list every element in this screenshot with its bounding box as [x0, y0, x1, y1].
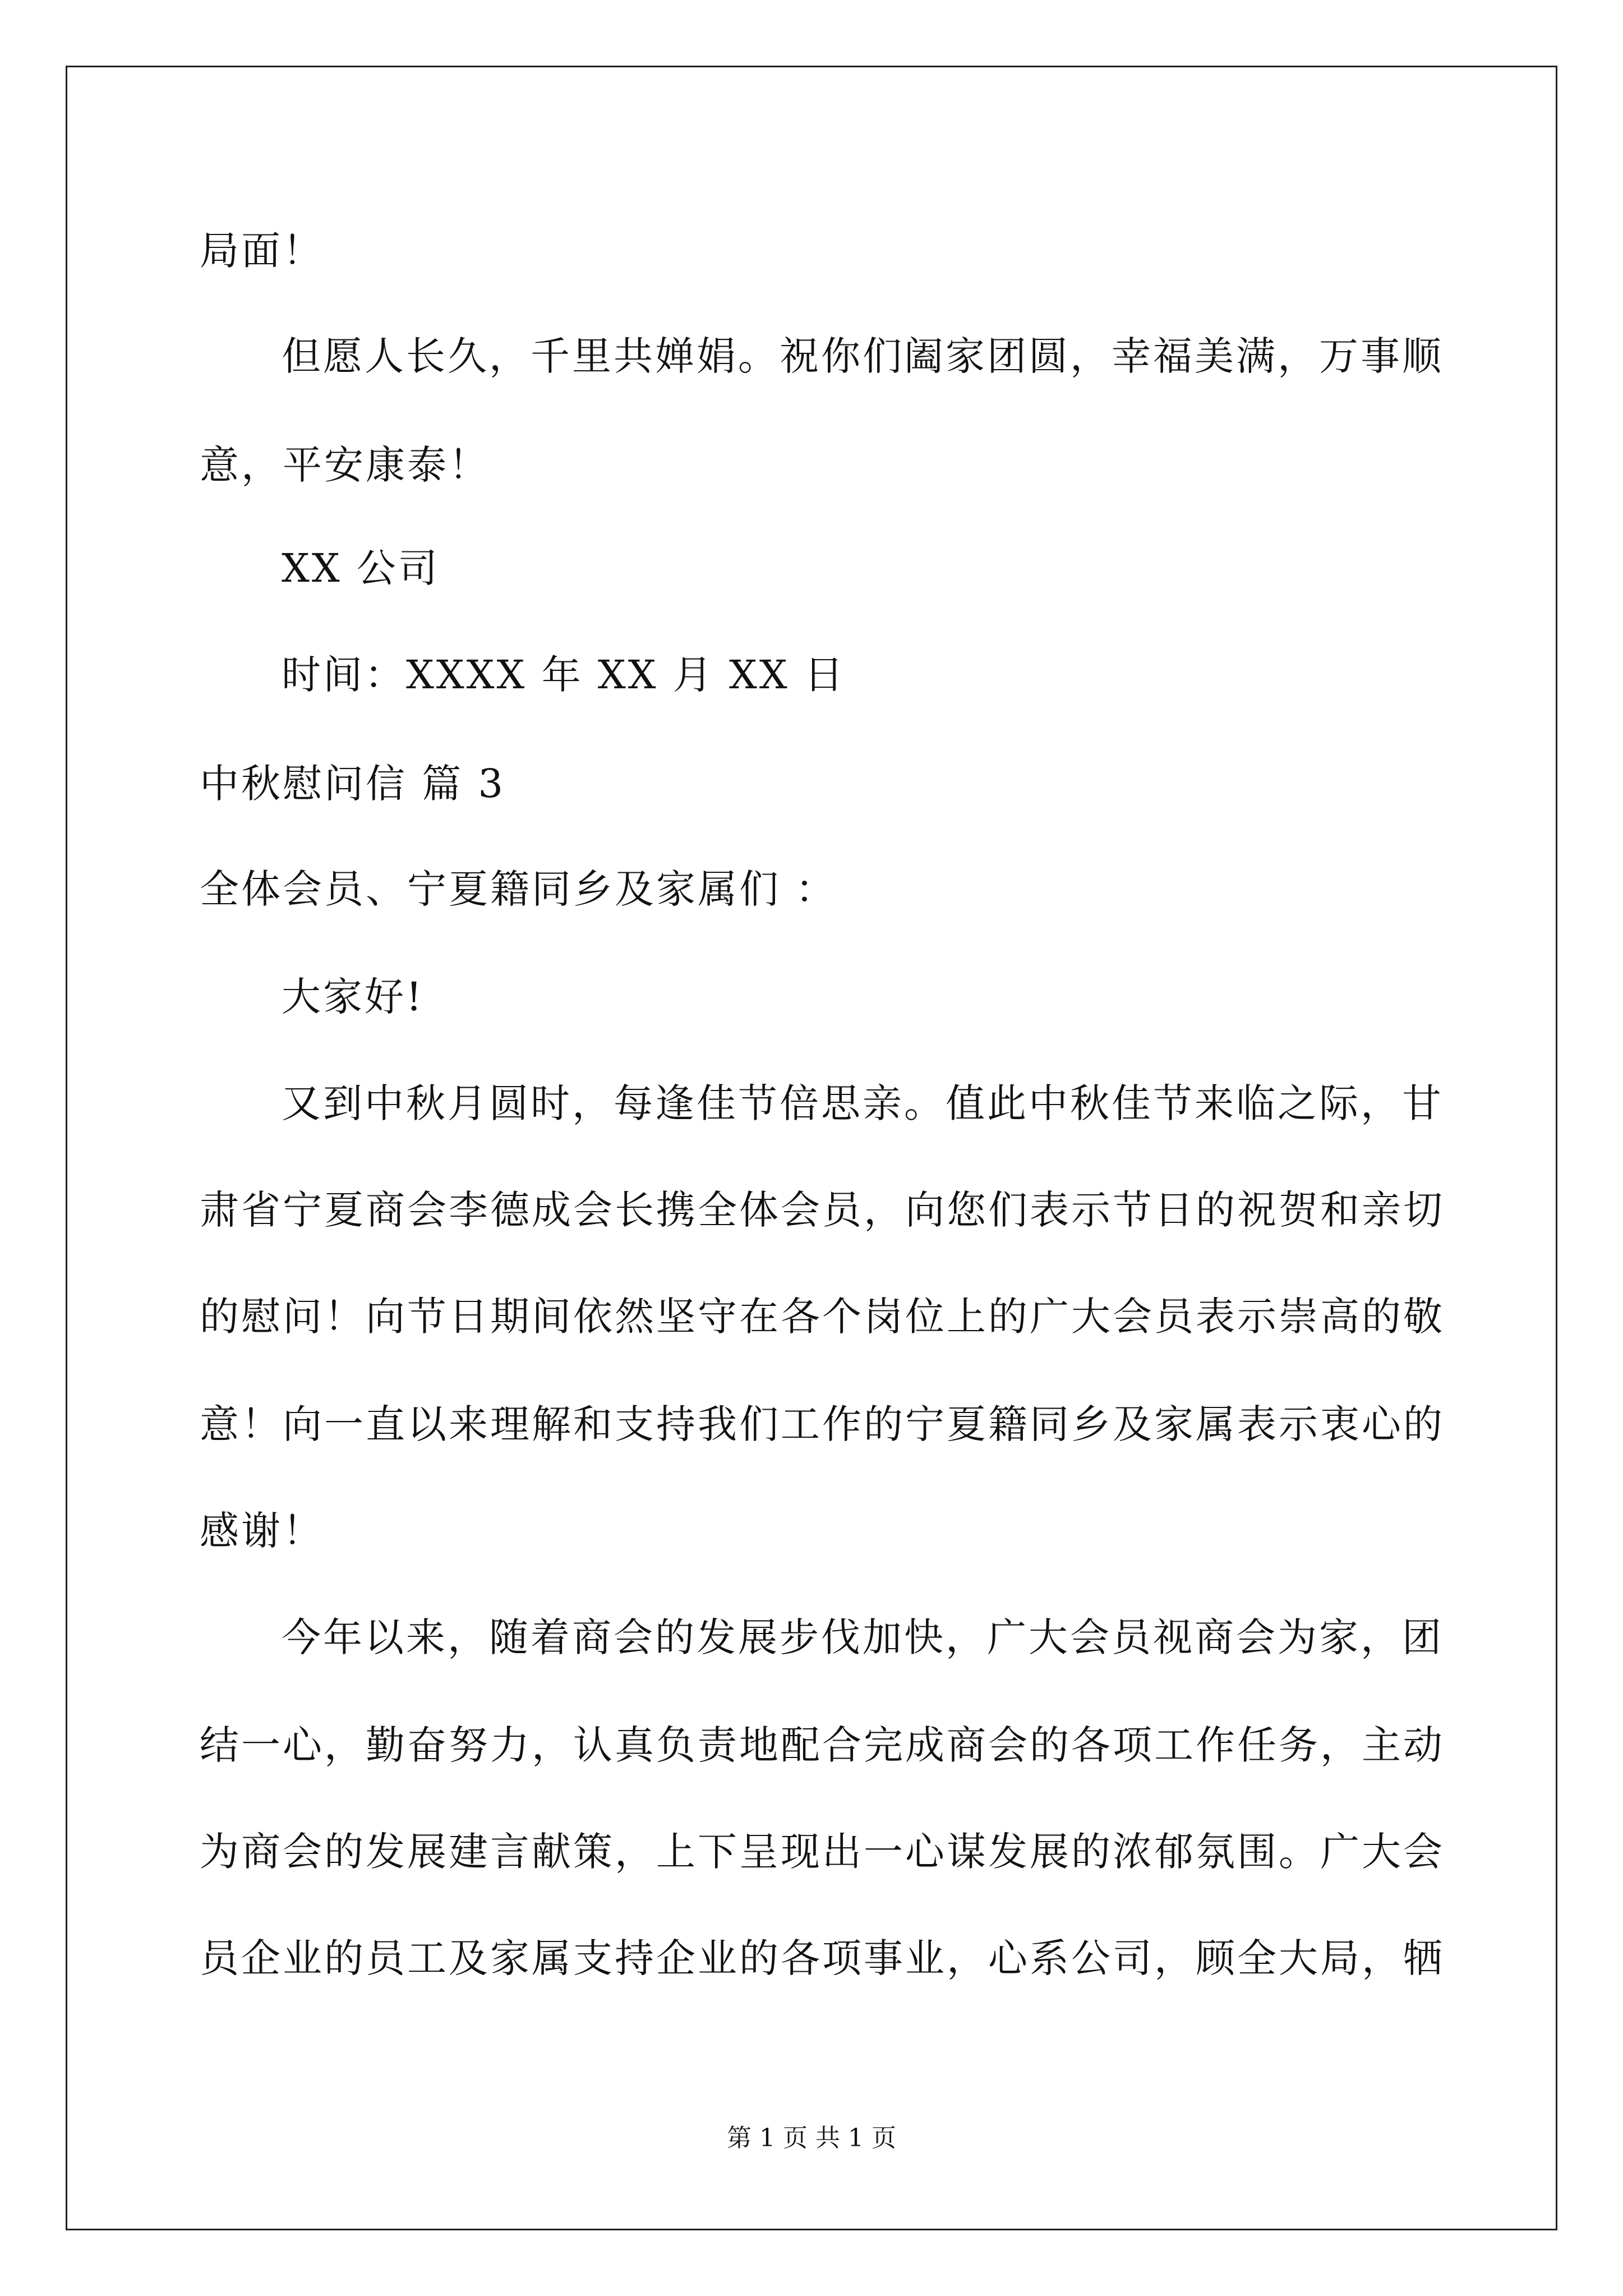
salutation: 全体会员、宁夏籍同乡及家属们 ： — [200, 866, 837, 912]
text-line: 今年以来，随着商会的发展步伐加快，广大会员视商会为家，团 — [282, 1614, 1444, 1660]
text-line: 又到中秋月圆时，每逢佳节倍思亲。值此中秋佳节来临之际，甘 — [282, 1080, 1444, 1126]
text-line: XX 公司 — [282, 545, 440, 591]
section-heading: 中秋慰问信 篇 3 — [200, 761, 506, 807]
text-line: 为商会的发展建言献策，上下呈现出一心谋发展的浓郁氛围。广大会 — [200, 1829, 1445, 1875]
page-number-footer: 第 1 页 共 1 页 — [727, 2124, 896, 2152]
text-line: 员企业的员工及家属支持企业的各项事业，心系公司，顾全大局，牺 — [200, 1935, 1445, 1981]
text-line: 时间：XXXX 年 XX 月 XX 日 — [282, 652, 846, 698]
text-line: 意！向一直以来理解和支持我们工作的宁夏籍同乡及家属表示衷心的 — [200, 1401, 1445, 1447]
text-line: 结一心，勤奋努力，认真负责地配合完成商会的各项工作任务，主动 — [200, 1722, 1445, 1768]
text-line: 意，平安康泰！ — [200, 442, 490, 488]
text-line: 感谢！ — [200, 1508, 324, 1554]
page-border — [66, 66, 1557, 2230]
text-line: 的慰问！向节日期间依然坚守在各个岗位上的广大会员表示崇高的敬 — [200, 1294, 1445, 1340]
greeting: 大家好! — [282, 974, 425, 1020]
text-line: 肃省宁夏商会李德成会长携全体会员，向您们表示节日的祝贺和亲切 — [200, 1187, 1445, 1233]
text-line: 局面！ — [200, 228, 324, 274]
text-line: 但愿人长久，千里共婵娟。祝你们阖家团圆，幸福美满，万事顺 — [282, 333, 1444, 379]
